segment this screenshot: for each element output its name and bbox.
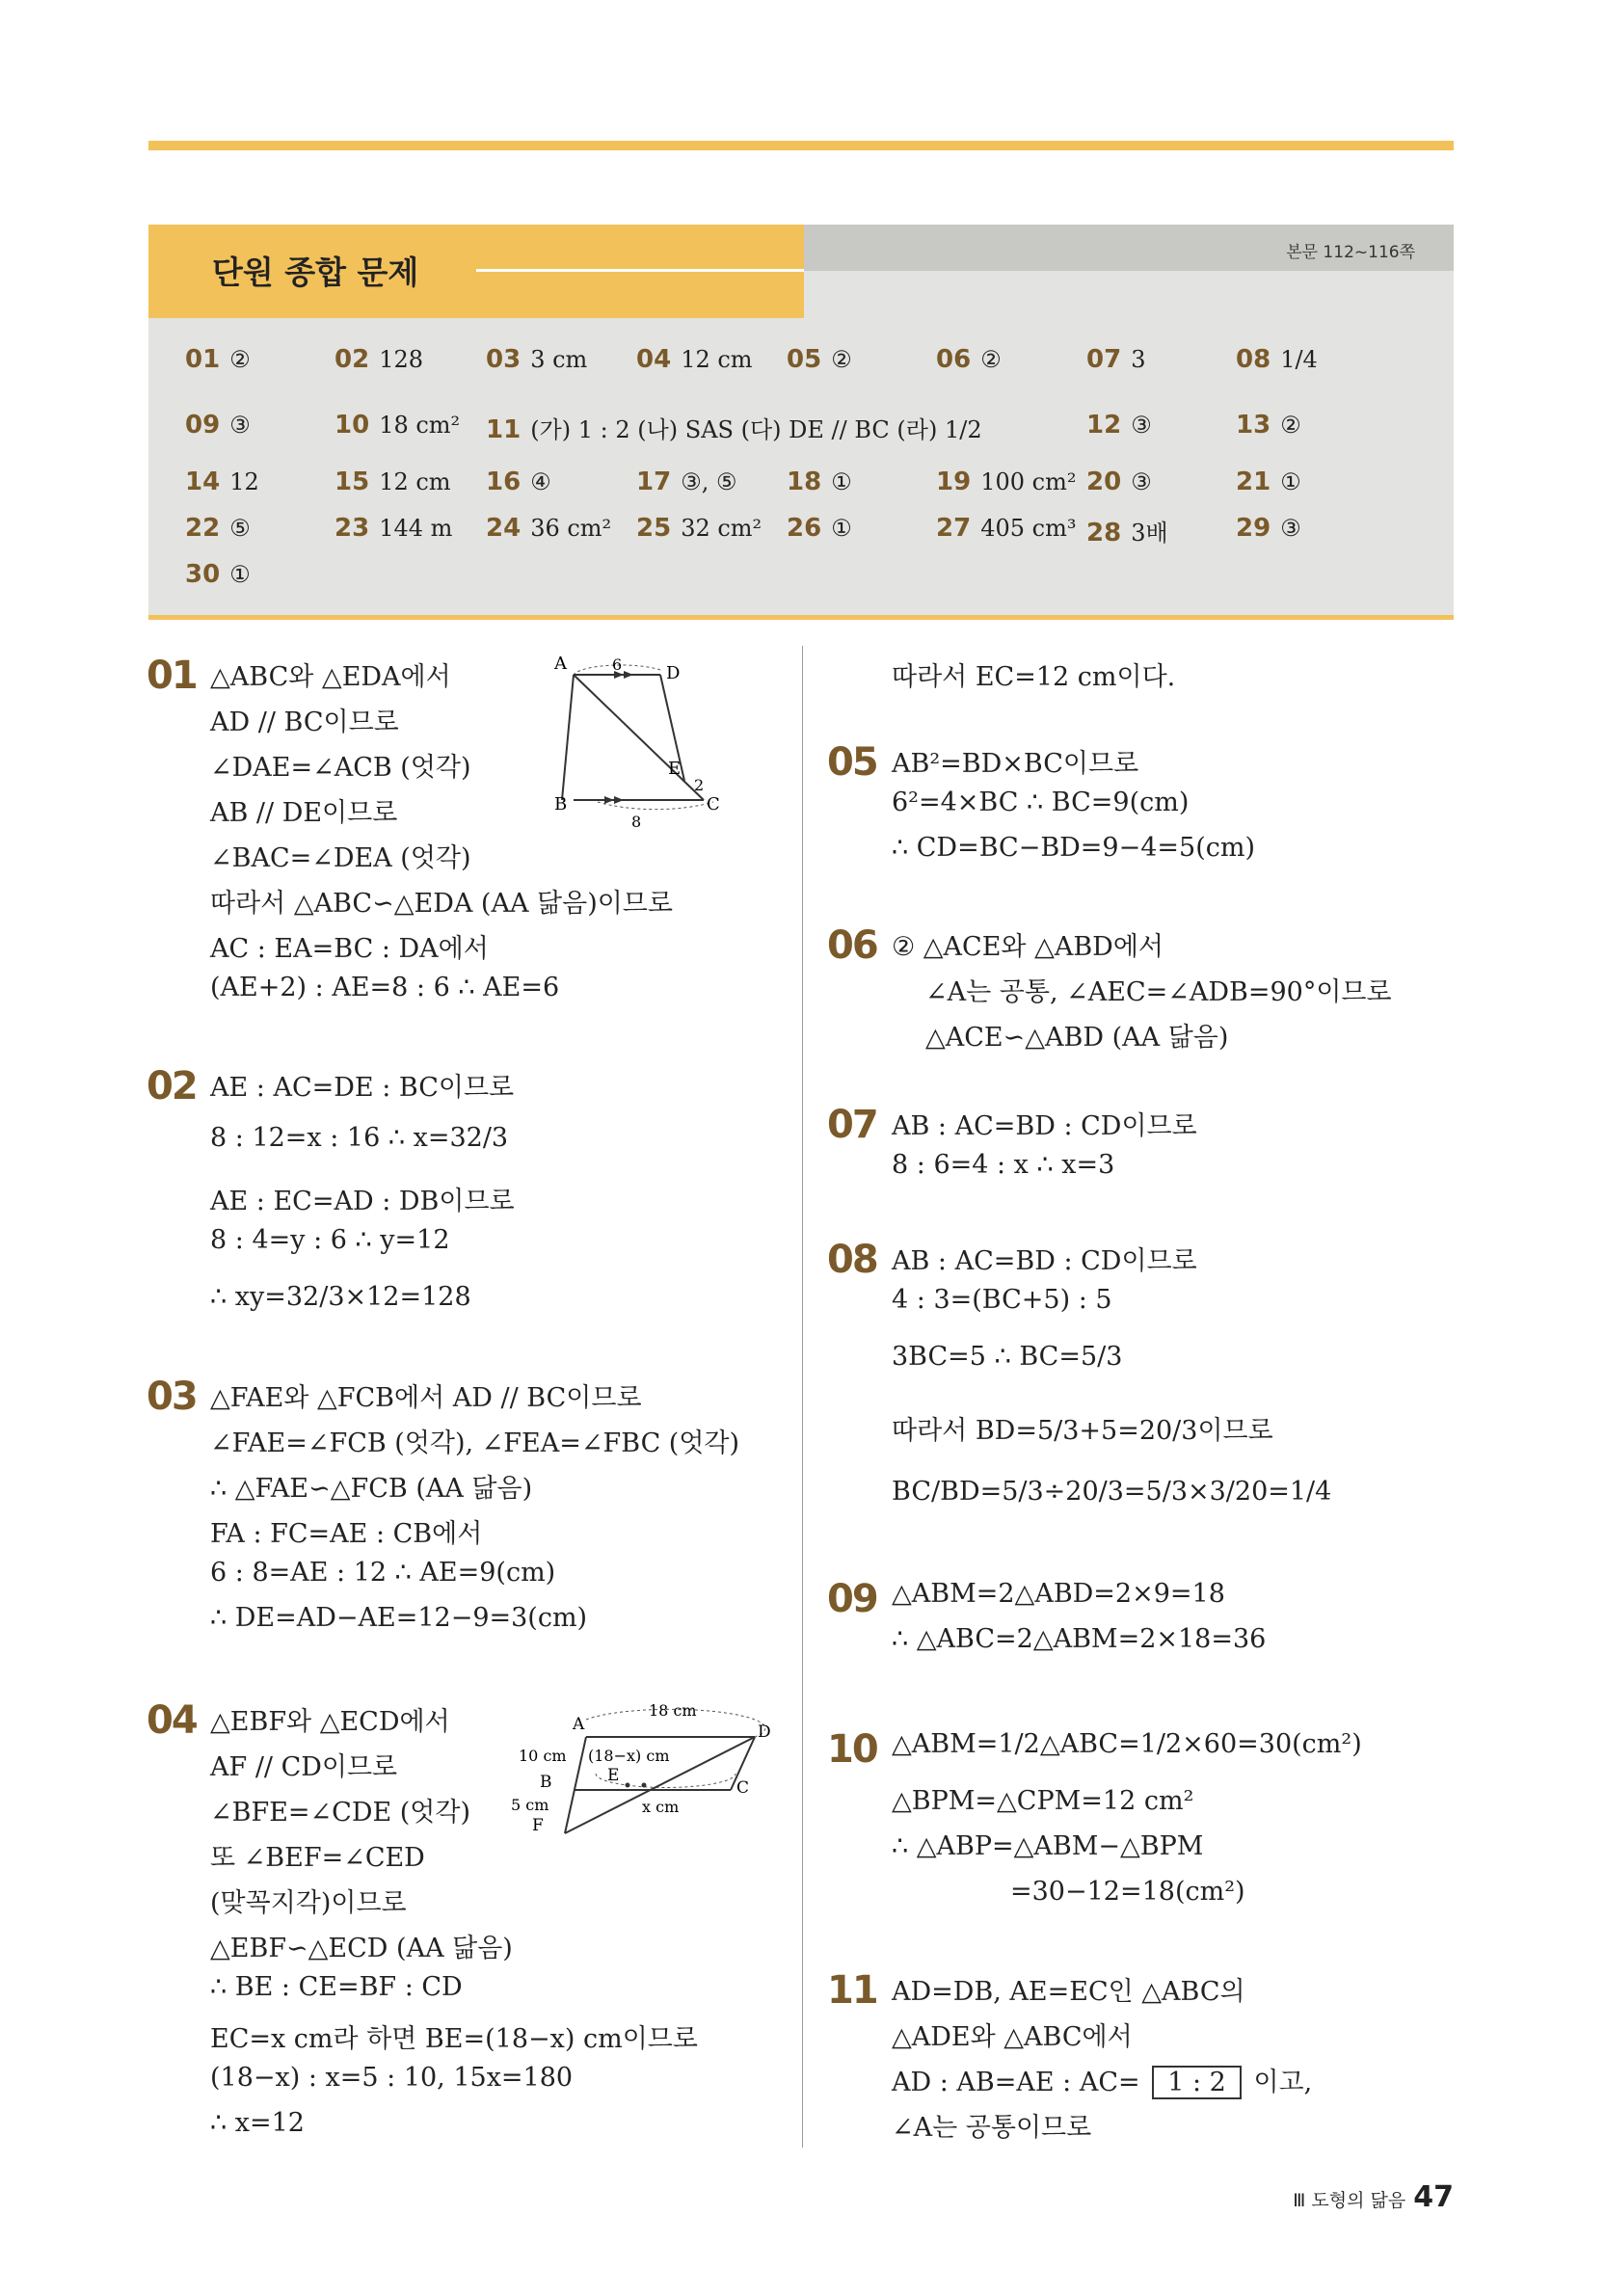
length-label: 10 cm [519,1747,567,1765]
answer-item [185,467,259,496]
solution-line: ∴ △FAE∽△FCB (AA 닮음) [210,1474,533,1504]
answer-value: ① [229,561,251,588]
problem-number: 04 [147,1698,197,1743]
answer-number: 13 [1236,411,1271,440]
solution-line: (AE+2) : AE=8 : 6 ∴ AE=6 [210,973,560,1002]
solution-line: ∴ BE : CE=BF : CD [210,1972,463,2002]
answer-item [1236,514,1301,543]
solution-line-with-blank [892,2061,1312,2099]
answer-number: 02 [334,345,370,374]
solution-line: △ADE와 △ABC에서 [892,2022,1133,2052]
answer-value: (가) 1 : 2 (나) SAS (다) DE // BC (라) 1/2 [530,416,982,443]
problem-number: 09 [827,1577,877,1621]
answer-value: ③ [1131,412,1152,439]
answer-value: ② [980,346,1002,373]
page-number: 47 [1413,2180,1454,2214]
solution-line: ∠FAE=∠FCB (엇각), ∠FEA=∠FBC (엇각) [210,1428,740,1458]
answer-number: 07 [1086,345,1122,374]
answer-number: 01 [185,345,221,374]
solution-line: AB²=BD×BC이므로 [892,749,1139,779]
length-label: 8 [631,813,642,831]
problem-number: 02 [147,1064,197,1108]
answer-number: 23 [334,514,370,543]
problem-number: 07 [827,1103,877,1147]
answer-item [334,411,460,440]
answer-value: 12 cm [379,468,451,495]
answer-item [1086,467,1152,496]
solution-line: ∠BAC=∠DEA (엇각) [210,843,471,873]
answer-item [936,514,1076,543]
vertex-label: E [668,759,682,779]
answer-value: 12 cm [681,346,753,373]
answer-item [185,345,251,374]
solution-line: 8 : 12=x : 16 ∴ x=32/3 [210,1123,509,1153]
answer-number: 15 [334,467,370,496]
solution-line: AE : AC=DE : BC이므로 [210,1073,515,1103]
vertex-label: B [540,1773,552,1792]
answer-item [1086,514,1168,547]
solution-line: 따라서 BD=5/3+5=20/3이므로 [892,1416,1273,1446]
section-header [148,225,804,318]
answer-number: 18 [787,467,822,496]
solution-line: 따라서 EC=12 cm이다. [892,662,1176,692]
answer-value: ① [831,515,852,542]
solution-line: ∴ △ABP=△ABM−△BPM [892,1831,1204,1861]
length-label: x cm [642,1798,680,1816]
answer-item [334,514,452,543]
solution-line: ∠BFE=∠CDE (엇각) [210,1798,470,1828]
answer-value: ③, ⑤ [681,468,737,495]
solution-line: =30−12=18(cm²) [1010,1877,1245,1907]
page-ref-bar [804,225,1454,271]
answer-value: 3 cm [530,346,588,373]
answer-value: 128 [379,346,423,373]
answer-number: 06 [936,345,972,374]
answer-value: ③ [1131,468,1152,495]
solution-line: ∴ CD=BC−BD=9−4=5(cm) [892,833,1255,863]
length-label: 2 [694,776,705,794]
answer-item [486,411,982,444]
answer-item [1236,411,1301,440]
answer-item [486,345,587,374]
answer-item [1086,411,1152,440]
answer-item [636,467,736,496]
solution-line: △EBF와 △ECD에서 [210,1707,450,1737]
answer-value: ① [1280,468,1301,495]
answer-number: 14 [185,467,221,496]
answer-value: 3 [1131,346,1146,373]
answer-value: ③ [1280,515,1301,542]
solution-line: ∠DAE=∠ACB (엇각) [210,753,471,783]
solution-line: (맞꼭지각)이므로 [210,1888,407,1918]
problem-number: 08 [827,1238,877,1282]
solution-line: ② △ACE와 △ABD에서 [892,932,1164,962]
answer-number: 21 [1236,467,1271,496]
page-footer [1293,2180,1454,2214]
answer-item [185,411,251,440]
answer-value: 405 cm³ [980,515,1077,542]
solution-line: EC=x cm라 하면 BE=(18−x) cm이므로 [210,2024,698,2054]
answer-number: 08 [1236,345,1271,374]
vertex-label: D [666,663,681,683]
length-label: 6 [612,655,623,674]
vertex-label: A [554,655,567,674]
answer-number: 24 [486,514,522,543]
answer-number: 17 [636,467,672,496]
problem-number: 11 [827,1968,877,2013]
solution-line: (18−x) : x=5 : 10, 15x=180 [210,2063,574,2093]
answer-blank-box: 1 : 2 [1152,2066,1242,2099]
solution-line: AD // BC이므로 [210,707,399,737]
answer-number: 12 [1086,411,1122,440]
answer-value: 36 cm² [530,515,612,542]
answer-value: 3배 [1131,520,1168,547]
vertex-label: F [532,1816,544,1835]
answer-item [1236,467,1301,496]
problem-number: 03 [147,1375,197,1419]
solution-line: △ABM=2△ABD=2×9=18 [892,1579,1225,1609]
problem-number: 06 [827,923,877,968]
answer-value: 1/4 [1280,346,1318,373]
arrow-mark [604,796,614,804]
vertex-label: E [607,1766,620,1785]
solution-line: AC : EA=BC : DA에서 [210,934,489,964]
column-divider [802,646,803,2148]
segment-af [565,1737,586,1833]
answer-item [936,467,1076,496]
segment-ac [574,675,704,800]
answer-item [787,514,852,543]
answer-item [787,345,852,374]
solution-line: 6 : 8=AE : 12 ∴ AE=9(cm) [210,1558,556,1588]
answer-item [185,560,251,589]
segment-ab [562,675,574,800]
parallelogram-figure-01 [554,655,781,834]
parallelogram-figure-04 [509,1698,784,1857]
solution-line: △ABC와 △EDA에서 [210,662,451,692]
answer-value: ④ [530,468,551,495]
length-label: (18−x) cm [588,1747,670,1765]
answer-item [334,345,423,374]
solution-line: 4 : 3=(BC+5) : 5 [892,1285,1112,1315]
solution-line: △ACE∽△ABD (AA 닮음) [925,1023,1229,1053]
answer-value: ② [1280,412,1301,439]
answer-item [936,345,1002,374]
solution-line: ∴ x=12 [210,2108,305,2138]
answer-value: ① [831,468,852,495]
top-accent-bar [148,141,1454,150]
problem-number: 10 [827,1727,877,1772]
section-title: 단원 종합 문제 [212,254,419,291]
solution-line: AB : AC=BD : CD이므로 [892,1111,1197,1141]
answer-item [636,514,762,543]
answer-item [334,467,451,496]
answer-number: 09 [185,411,221,440]
answer-number: 28 [1086,519,1122,547]
problem-number: 01 [147,654,197,698]
vertex-label: A [573,1715,585,1734]
answer-number: 16 [486,467,522,496]
solution-text: 이고, [1253,2068,1313,2097]
solution-line: AF // CD이므로 [210,1752,398,1782]
solution-line: FA : FC=AE : CB에서 [210,1519,483,1549]
solution-line: 8 : 4=y : 6 ∴ y=12 [210,1225,450,1255]
solution-line: AB // DE이므로 [210,798,398,828]
answer-number: 26 [787,514,822,543]
answer-item [1086,345,1145,374]
solution-line: BC/BD=5/3÷20/3=5/3×3/20=1/4 [892,1477,1332,1507]
title-underline [476,269,804,272]
answer-number: 19 [936,467,972,496]
solution-line: ∠A는 공통, ∠AEC=∠ADB=90°이므로 [925,977,1392,1007]
answer-value: 18 cm² [379,412,461,439]
length-label: 18 cm [649,1701,697,1720]
solution-line: 6²=4×BC ∴ BC=9(cm) [892,788,1190,817]
answer-value: 100 cm² [980,468,1077,495]
solution-line: ∠A는 공통이므로 [892,2113,1092,2143]
answer-number: 30 [185,560,221,589]
length-label: 5 cm [511,1796,549,1814]
solution-line: △ABM=1/2△ABC=1/2×60=30(cm²) [892,1729,1362,1759]
answer-number: 11 [486,415,522,444]
page-reference: 본문 112~116쪽 [1286,243,1415,262]
solution-line: △FAE와 △FCB에서 AD // BC이므로 [210,1383,642,1413]
answer-summary-panel [148,225,1454,620]
answer-value: 32 cm² [681,515,762,542]
solution-line: 또 ∠BEF=∠CED [210,1843,425,1873]
solution-line: AD=DB, AE=EC인 △ABC의 [892,1977,1245,2007]
solution-line: AB : AC=BD : CD이므로 [892,1246,1197,1276]
answer-number: 22 [185,514,221,543]
solution-line: ∴ xy=32/3×12=128 [210,1282,471,1312]
answer-item [787,467,852,496]
vertex-label: B [554,794,568,814]
answer-number: 27 [936,514,972,543]
answer-item [1236,345,1318,374]
answer-value: 144 m [379,515,453,542]
solution-text: AD : AB=AE : AC= [892,2068,1140,2097]
answer-item [486,467,551,496]
solution-line: ∴ DE=AD−AE=12−9=3(cm) [210,1603,588,1633]
answer-value: ② [229,346,251,373]
chapter-label: Ⅲ 도형의 닮음 [1293,2190,1406,2211]
solution-line: 3BC=5 ∴ BC=5/3 [892,1342,1123,1372]
answer-value: ③ [229,412,251,439]
answer-item [486,514,611,543]
answer-number: 04 [636,345,672,374]
vertex-label: C [736,1778,750,1798]
answer-number: 25 [636,514,672,543]
answer-number: 20 [1086,467,1122,496]
solution-line: AE : EC=AD : DB이므로 [210,1187,515,1216]
answer-value: 12 [229,468,259,495]
problem-number: 05 [827,740,877,785]
solution-line: ∴ △ABC=2△ABM=2×18=36 [892,1624,1267,1654]
answer-number: 03 [486,345,522,374]
solution-line: 따라서 △ABC∽△EDA (AA 닮음)이므로 [210,889,673,919]
vertex-label: D [758,1722,771,1742]
answer-number: 29 [1236,514,1271,543]
answer-number: 05 [787,345,822,374]
solution-line: △EBF∽△ECD (AA 닮음) [210,1934,513,1963]
answer-value: ② [831,346,852,373]
vertex-label: C [707,794,720,814]
answer-item [636,345,753,374]
answer-number: 10 [334,411,370,440]
solution-line: 8 : 6=4 : x ∴ x=3 [892,1150,1115,1180]
solution-line: △BPM=△CPM=12 cm² [892,1786,1194,1816]
answer-item [185,514,251,543]
answer-value: ⑤ [229,515,251,542]
